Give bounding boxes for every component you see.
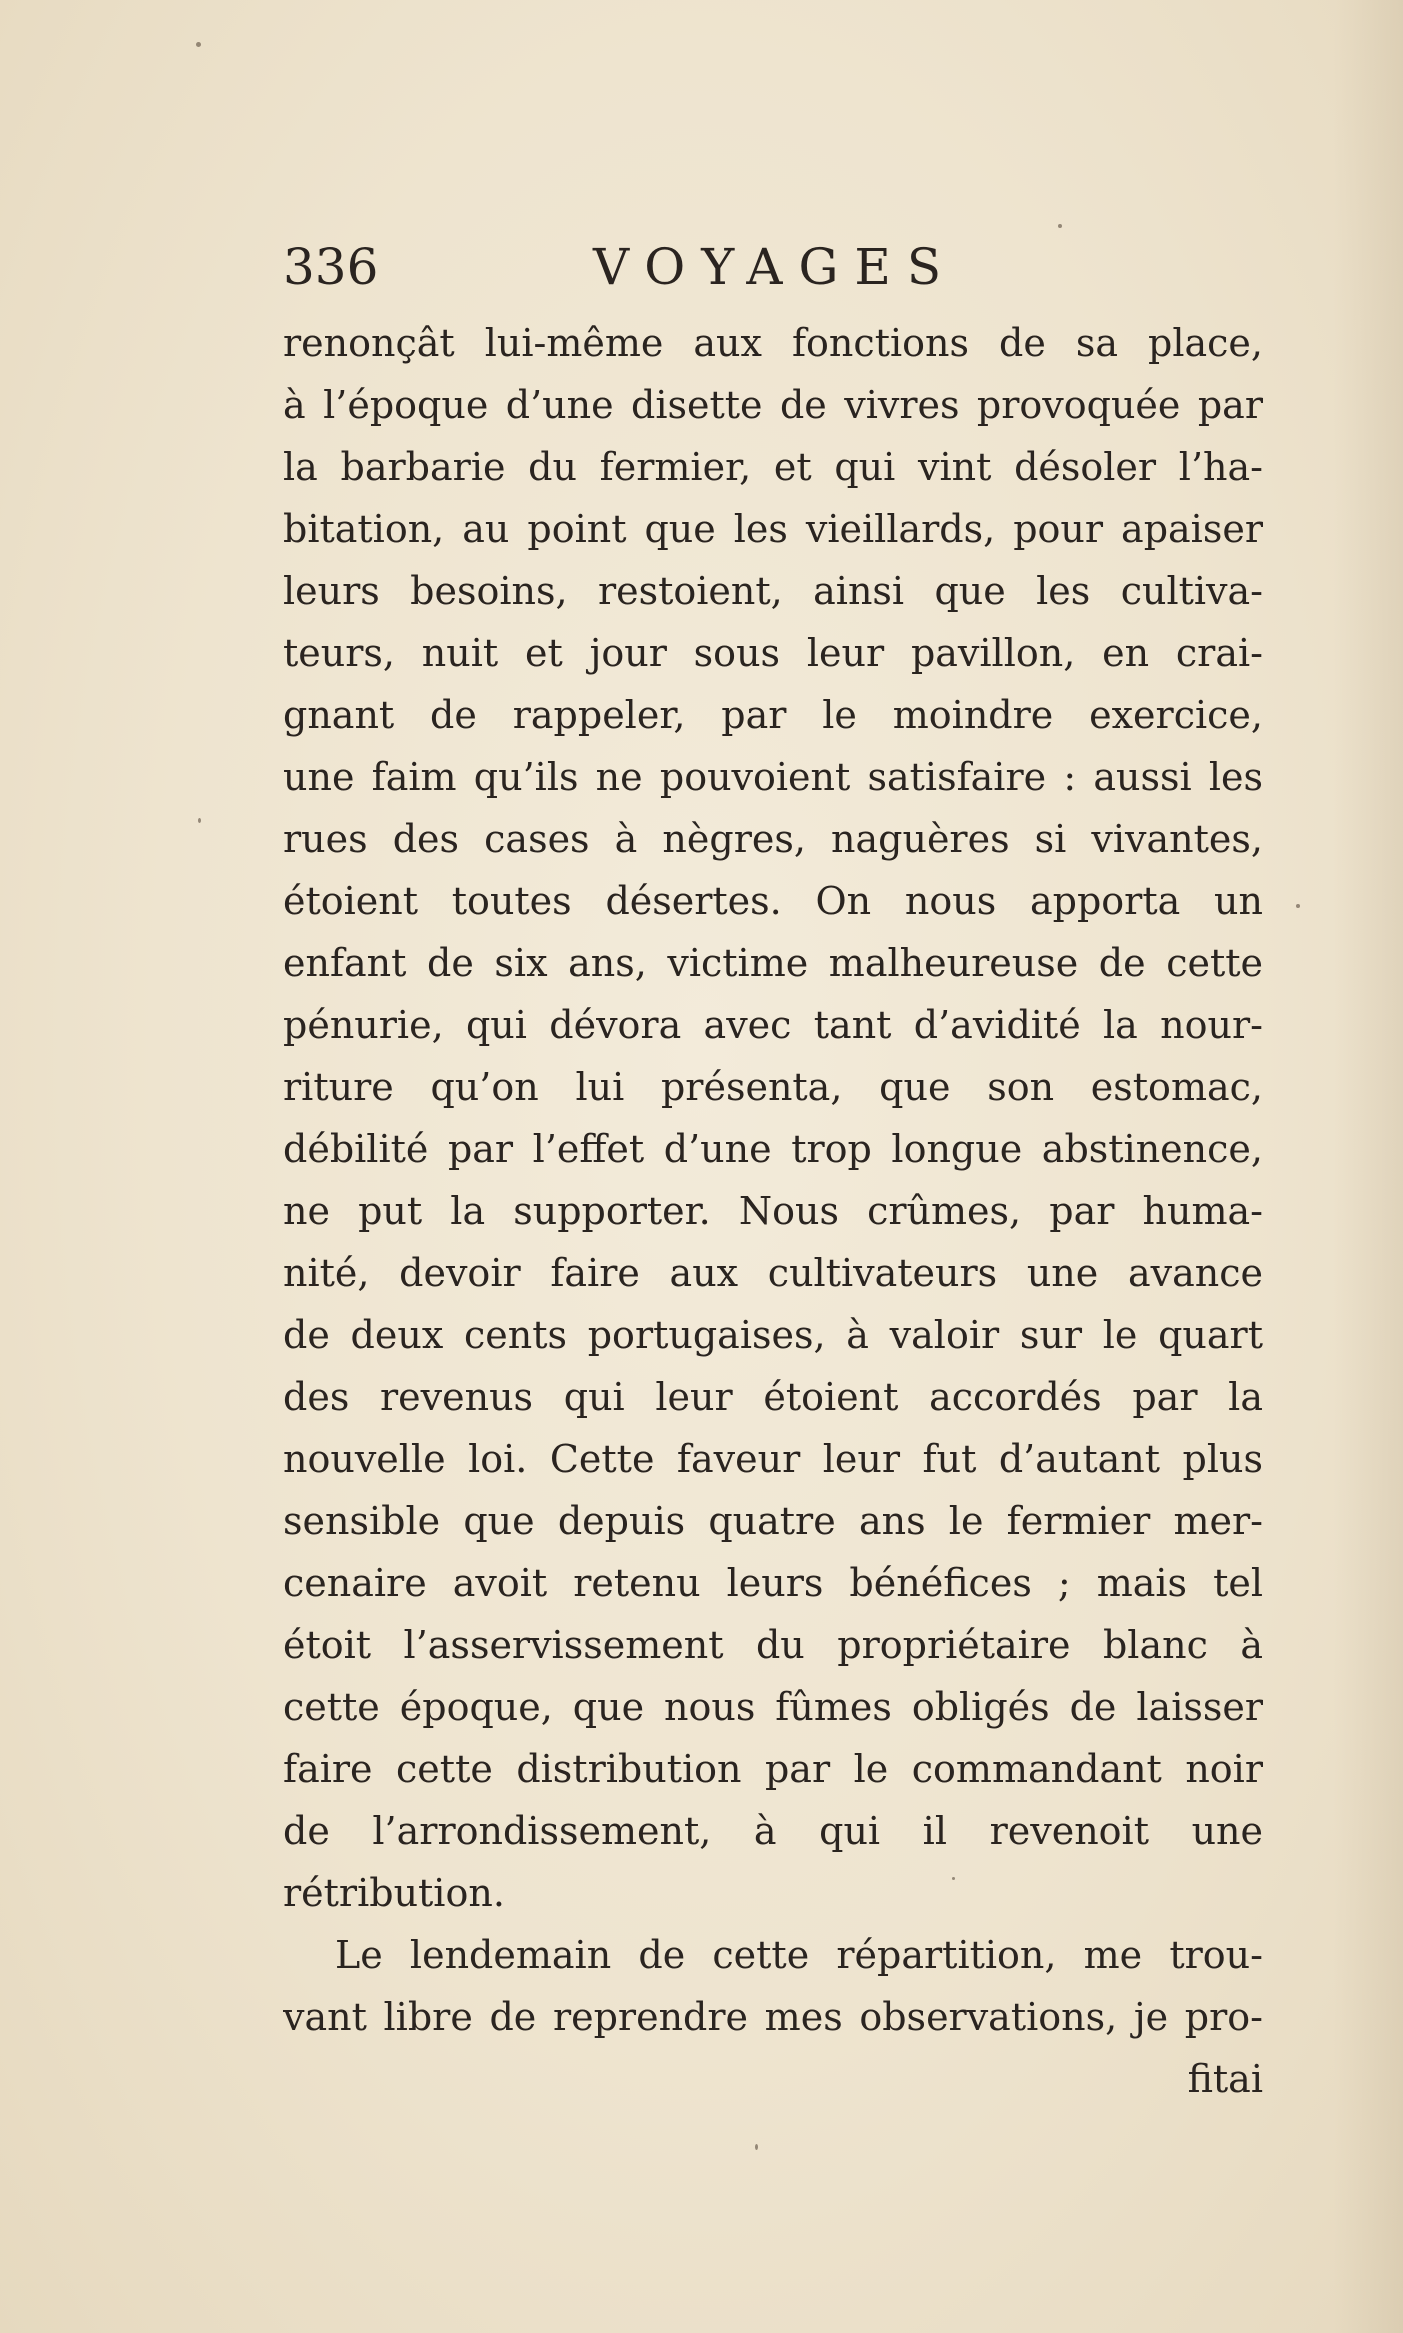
page-header xyxy=(283,232,1263,302)
paper-speck xyxy=(198,818,201,823)
text-line: étoit l’asservissement du propriétaire blanc à xyxy=(283,1623,1263,1667)
text-line: gnant de rappeler, par le moindre exercice, xyxy=(283,693,1263,737)
text-line: rues des cases à nègres, naguères si vivantes, xyxy=(283,817,1263,861)
text-line: cette époque, que nous fûmes obligés de laisser xyxy=(283,1685,1263,1729)
text-line: de deux cents portugaises, à valoir sur le quart xyxy=(283,1313,1263,1357)
text-line: étoient toutes désertes. On nous apporta un xyxy=(283,879,1263,923)
text-line: leurs besoins, restoient, ainsi que les cultiva- xyxy=(283,569,1263,613)
running-title: VOYAGES xyxy=(593,238,958,296)
text-line: débilité par l’effet d’une trop longue abstinence, xyxy=(283,1127,1263,1171)
page-number: 336 xyxy=(283,238,379,296)
text-line: une faim qu’ils ne pouvoient satisfaire : aussi les xyxy=(283,755,1263,799)
text-line: ne put la supporter. Nous crûmes, par huma- xyxy=(283,1189,1263,1233)
text-line: sensible que depuis quatre ans le fermier mer- xyxy=(283,1499,1263,1543)
body-text xyxy=(283,312,1263,2110)
text-line: renonçât lui-même aux fonctions de sa place, xyxy=(283,321,1263,365)
page-edge-shadow xyxy=(1333,0,1403,2333)
text-line: nité, devoir faire aux cultivateurs une avance xyxy=(283,1251,1263,1295)
text-line: à l’époque d’une disette de vivres provoquée par xyxy=(283,383,1263,427)
paper-speck xyxy=(1058,224,1062,228)
text-line: la barbarie du fermier, et qui vint désoler l’ha- xyxy=(283,445,1263,489)
text-line-paragraph-start: Le lendemain de cette répartition, me trou- xyxy=(335,1933,1263,1977)
text-line: bitation, au point que les vieillards, pour apaiser xyxy=(283,507,1263,551)
text-line: des revenus qui leur étoient accordés par la xyxy=(283,1375,1263,1419)
paper-speck xyxy=(952,1877,955,1880)
text-line-paragraph-end: rétribution. xyxy=(283,1871,505,1915)
text-line: pénurie, qui dévora avec tant d’avidité la nour- xyxy=(283,1003,1263,1047)
text-line: nouvelle loi. Cette faveur leur fut d’autant plus xyxy=(283,1437,1263,1481)
text-line: teurs, nuit et jour sous leur pavillon, en crai- xyxy=(283,631,1263,675)
text-line: faire cette distribution par le commandant noir xyxy=(283,1747,1263,1791)
text-line: enfant de six ans, victime malheureuse de cette xyxy=(283,941,1263,985)
paper-speck xyxy=(196,42,201,47)
paper-speck xyxy=(755,2144,758,2150)
text-line: riture qu’on lui présenta, que son estomac, xyxy=(283,1065,1263,1109)
text-line: cenaire avoit retenu leurs bénéfices ; mais tel xyxy=(283,1561,1263,1605)
text-line: vant libre de reprendre mes observations, je pro- xyxy=(283,1995,1263,2039)
text-line: de l’arrondissement, à qui il revenoit une xyxy=(283,1809,1263,1853)
catchword: fitai xyxy=(1187,2057,1263,2101)
paper-speck xyxy=(1296,904,1300,908)
